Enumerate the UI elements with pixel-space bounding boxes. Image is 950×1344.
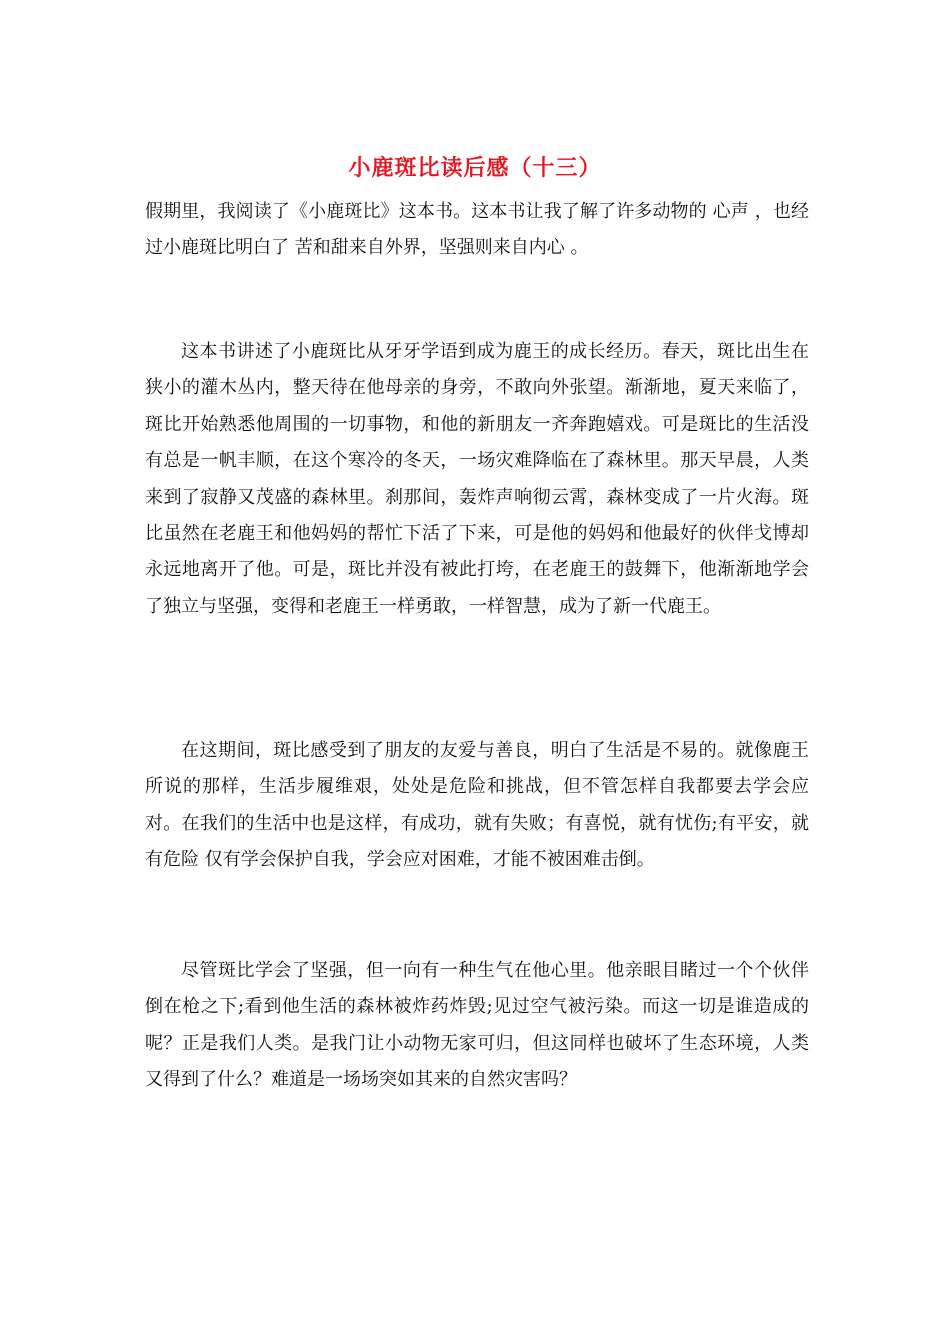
- paragraph-lesson: 在这期间，斑比感受到了朋友的友爱与善良，明白了生活是不易的。就像鹿王所说的那样，生活步履维艰，处处是危险和挑战，但不管怎样自我都要去学会应对。在我们的生活中也是这样，有成功，就有失败；有喜悦，就有忧伤;有平安，就有危险 仅有学会保护自我，学会应对困难，才能不被困难击倒。: [145, 740, 809, 871]
- paragraph-reflection: 尽管斑比学会了坚强，但一向有一种生气在他心里。他亲眼目睹过一个个伙伴倒在枪之下;看到他生活的森林被炸药炸毁;见过空气被污染。而这一切是谁造成的呢？正是我们人类。是我门让小动物无家可归，但这同样也破坏了生态环境，人类又得到了什么？难道是一场场突如其来的自然灾害吗？: [145, 960, 809, 1091]
- paragraph-intro: 假期里，我阅读了《小鹿斑比》这本书。这本书让我了解了许多动物的 心声 ，也经过小鹿斑比明白了 苦和甜来自外界，坚强则来自内心 。: [145, 201, 809, 259]
- paragraph-story: 这本书讲述了小鹿斑比从牙牙学语到成为鹿王的成长经历。春天，斑比出生在狭小的灌木丛内，整天待在他母亲的身旁，不敢向外张望。渐渐地，夏天来临了，斑比开始熟悉他周围的一切事物，和他的新朋友一齐奔跑嬉戏。可是斑比的生活没有总是一帆丰顺，在这个寒冷的冬天，一场灾难降临在了森林里。那天早晨，人类来到了寂静又茂盛的森林里。刹那间，轰炸声响彻云霄，森林变成了一片火海。斑比虽然在老鹿王和他妈妈的帮忙下活了下来，可是他的妈妈和他最好的伙伴戈博却永远地离开了他。可是，斑比并没有被此打垮，在老鹿王的鼓舞下，他渐渐地学会了独立与坚强，变得和老鹿王一样勇敢，一样智慧，成为了新一代鹿王。: [145, 341, 809, 617]
- document-title: 小鹿斑比读后感（十三）: [348, 155, 602, 181]
